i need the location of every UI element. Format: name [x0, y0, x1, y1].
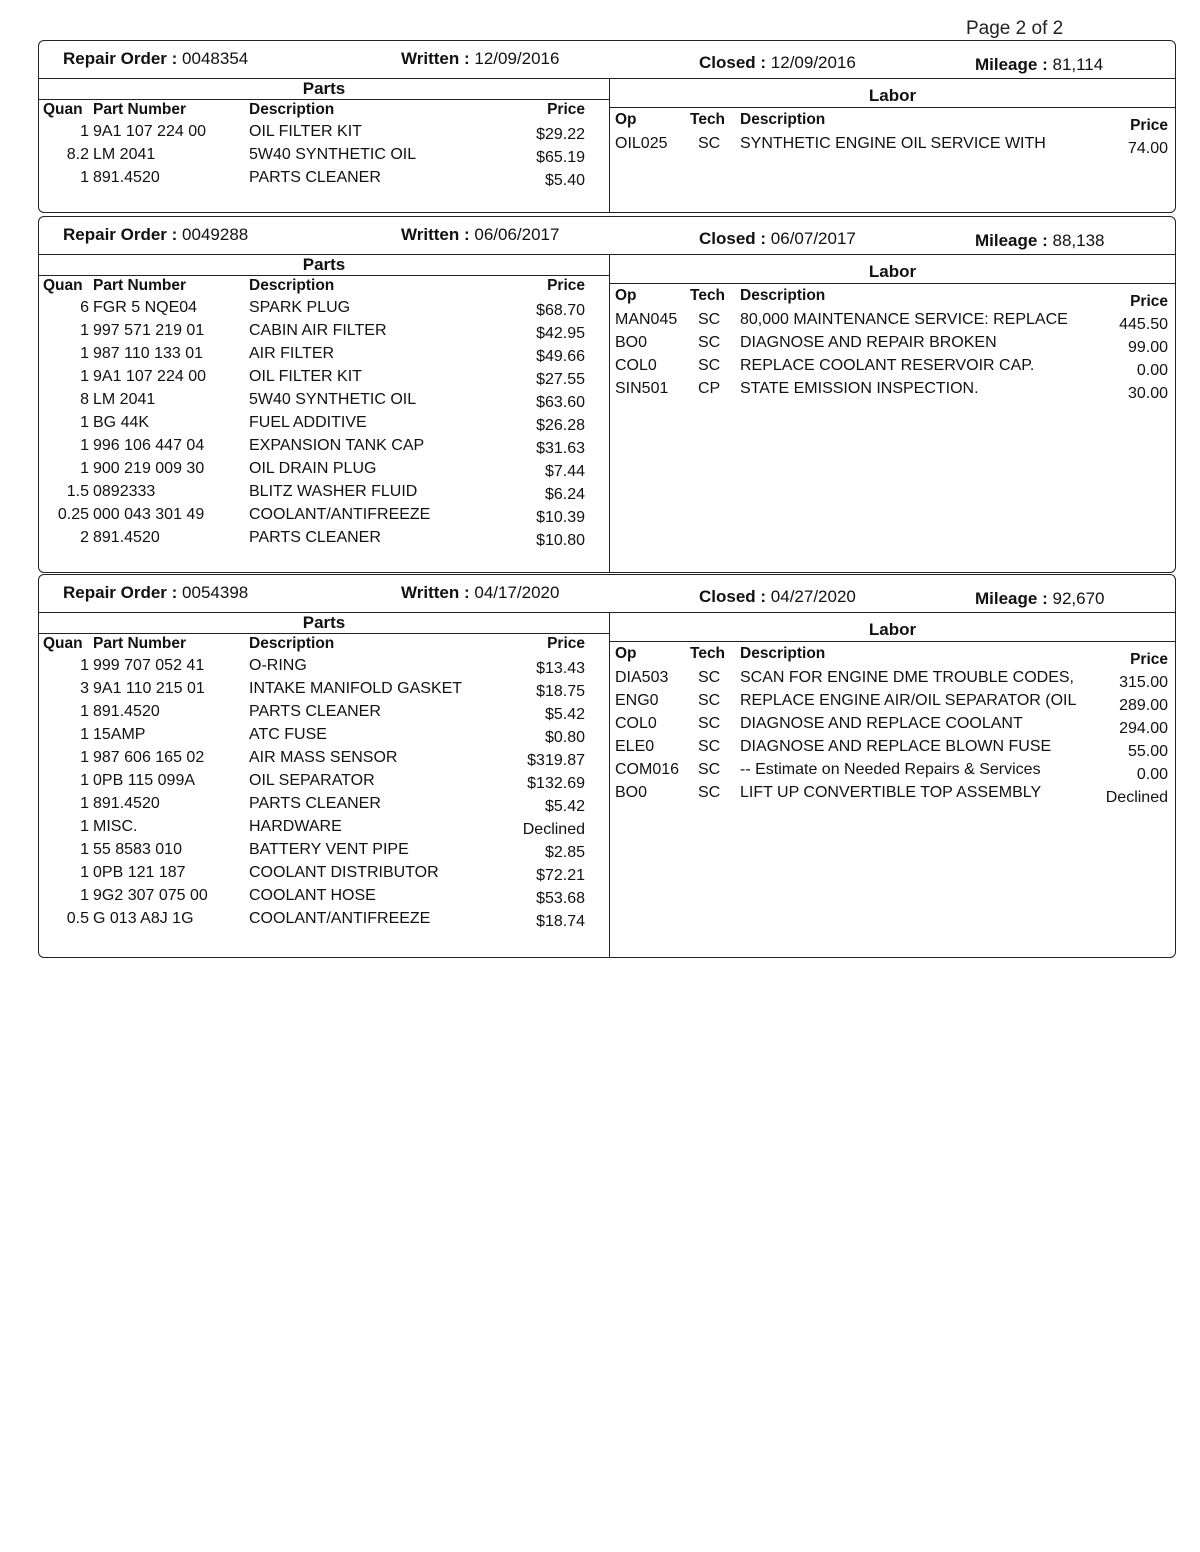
part-description: BATTERY VENT PIPE: [249, 841, 409, 858]
repair-order-value: 0054398: [182, 583, 249, 602]
part-number: 9A1 107 224 00: [93, 368, 206, 385]
written-value: 12/09/2016: [474, 49, 560, 68]
part-price: $6.24: [544, 486, 585, 503]
parts-row: [39, 368, 609, 391]
part-price: $72.21: [536, 867, 585, 884]
parts-row: [39, 345, 609, 368]
parts-row: [39, 529, 609, 552]
parts-row: [39, 864, 609, 887]
written-date: [401, 49, 559, 69]
part-number: 0PB 115 099A: [93, 772, 196, 789]
repair-order-label: Repair Order :: [63, 49, 178, 68]
part-number: 55 8583 010: [93, 841, 182, 858]
part-price: $2.85: [544, 844, 585, 861]
part-quantity: 1: [80, 169, 89, 186]
part-description: PARTS CLEANER: [249, 703, 381, 720]
labor-tech: SC: [698, 669, 721, 686]
part-price: $18.74: [536, 913, 585, 930]
mileage-value: 81,114: [1052, 55, 1104, 74]
parts-row: [39, 299, 609, 322]
part-description: COOLANT/ANTIFREEZE: [249, 910, 431, 927]
labor-description: REPLACE ENGINE AIR/OIL SEPARATOR (OIL: [740, 692, 1077, 709]
part-price: $31.63: [536, 440, 585, 457]
labor-op: OIL025: [615, 135, 668, 152]
description-header: Description: [249, 101, 335, 118]
part-price: $65.19: [536, 149, 585, 166]
part-quantity: 1: [80, 460, 89, 477]
part-price: $0.80: [544, 729, 585, 746]
repair-order-block: [38, 40, 1176, 213]
labor-op: SIN501: [615, 380, 669, 397]
labor-price: 445.50: [1119, 316, 1168, 333]
closed-value: 06/07/2017: [770, 229, 856, 248]
labor-price: 315.00: [1119, 674, 1168, 691]
part-description: PARTS CLEANER: [249, 169, 381, 186]
part-number: 891.4520: [93, 703, 160, 720]
parts-row: [39, 887, 609, 910]
labor-price: 55.00: [1127, 743, 1168, 760]
labor-op: COL0: [615, 715, 657, 732]
part-description: OIL DRAIN PLUG: [249, 460, 377, 477]
repair-order-label: Repair Order :: [63, 225, 178, 244]
part-quantity: 1: [80, 887, 89, 904]
part-price: $10.39: [536, 509, 585, 526]
labor-description: 80,000 MAINTENANCE SERVICE: REPLACE: [740, 311, 1068, 328]
labor-description-header: Description: [740, 287, 826, 304]
labor-description: SCAN FOR ENGINE DME TROUBLE CODES,: [740, 669, 1074, 686]
parts-row: [39, 680, 609, 703]
mileage: [975, 55, 1103, 75]
part-price: $5.40: [544, 172, 585, 189]
repair-order-header: [39, 217, 1175, 255]
part-quantity: 0.25: [57, 506, 89, 523]
labor-row: [610, 135, 1175, 158]
closed-value: 04/27/2020: [770, 587, 856, 606]
part-number: 900 219 009 30: [93, 460, 205, 477]
parts-row: [39, 322, 609, 345]
labor-op: ENG0: [615, 692, 659, 709]
part-number: MISC.: [93, 818, 138, 835]
part-price: $49.66: [536, 348, 585, 365]
written-label: Written :: [401, 225, 470, 244]
part-number: BG 44K: [93, 414, 150, 431]
closed-value: 12/09/2016: [770, 53, 856, 72]
part-description: INTAKE MANIFOLD GASKET: [249, 680, 463, 697]
part-quantity: 1: [80, 123, 89, 140]
part-price: $5.42: [544, 706, 585, 723]
repair-order-label: Repair Order :: [63, 583, 178, 602]
part-price: $42.95: [536, 325, 585, 342]
part-price: $26.28: [536, 417, 585, 434]
part-number-header: Part Number: [93, 101, 187, 118]
repair-order-header: [39, 41, 1175, 79]
labor-description: STATE EMISSION INSPECTION.: [740, 380, 979, 397]
written-label: Written :: [401, 49, 470, 68]
price-header: Price: [547, 101, 585, 118]
part-quantity: 1: [80, 749, 89, 766]
parts-row: [39, 726, 609, 749]
part-number: 996 106 447 04: [93, 437, 205, 454]
labor-price: 0.00: [1136, 766, 1168, 783]
part-description: AIR FILTER: [249, 345, 335, 362]
part-quantity: 8: [80, 391, 89, 408]
labor-price: 30.00: [1127, 385, 1168, 402]
tech-header: Tech: [690, 111, 726, 128]
mileage-label: Mileage :: [975, 55, 1048, 74]
written-value: 04/17/2020: [474, 583, 560, 602]
part-quantity: 1: [80, 703, 89, 720]
part-price: $18.75: [536, 683, 585, 700]
part-price: $29.22: [536, 126, 585, 143]
quan-header: Quan: [43, 277, 83, 294]
labor-description-header: Description: [740, 111, 826, 128]
labor-heading: Labor: [610, 262, 1175, 284]
part-quantity: 1: [80, 437, 89, 454]
part-number: 891.4520: [93, 169, 160, 186]
labor-price: 294.00: [1119, 720, 1168, 737]
labor-op: COL0: [615, 357, 657, 374]
description-header: Description: [249, 277, 335, 294]
op-header: Op: [615, 645, 637, 662]
part-number: 9G2 307 075 00: [93, 887, 208, 904]
closed-date: [699, 53, 856, 73]
part-quantity: 6: [80, 299, 89, 316]
mileage-value: 92,670: [1052, 589, 1105, 608]
part-number: 9A1 107 224 00: [93, 123, 206, 140]
part-number: 891.4520: [93, 795, 160, 812]
part-quantity: 8.2: [66, 146, 89, 163]
part-description: OIL FILTER KIT: [249, 123, 362, 140]
part-description: COOLANT HOSE: [249, 887, 376, 904]
part-quantity: 1: [80, 795, 89, 812]
written-date: [401, 583, 559, 603]
part-quantity: 1: [80, 322, 89, 339]
labor-row: [610, 784, 1175, 807]
mileage: [975, 231, 1104, 251]
parts-row: [39, 414, 609, 437]
part-quantity: 1: [80, 368, 89, 385]
repair-order-number: [63, 583, 248, 603]
parts-row: [39, 749, 609, 772]
repair-order-block: [38, 574, 1176, 958]
labor-tech: SC: [698, 738, 721, 755]
closed-label: Closed :: [699, 53, 767, 72]
part-description: OIL SEPARATOR: [249, 772, 375, 789]
part-description: COOLANT/ANTIFREEZE: [249, 506, 431, 523]
labor-tech: SC: [698, 692, 721, 709]
labor-row: [610, 761, 1175, 784]
closed-label: Closed :: [699, 229, 767, 248]
part-price: $13.43: [536, 660, 585, 677]
labor-description: REPLACE COOLANT RESERVOIR CAP.: [740, 357, 1035, 374]
labor-op: ELE0: [615, 738, 655, 755]
mileage-label: Mileage :: [975, 231, 1048, 250]
part-price: $27.55: [536, 371, 585, 388]
part-number: 0892333: [93, 483, 156, 500]
labor-description: DIAGNOSE AND REPAIR BROKEN: [740, 334, 997, 351]
op-header: Op: [615, 111, 637, 128]
part-number: 999 707 052 41: [93, 657, 205, 674]
part-quantity: 2: [80, 529, 89, 546]
part-price: $63.60: [536, 394, 585, 411]
part-description: OIL FILTER KIT: [249, 368, 362, 385]
part-description: PARTS CLEANER: [249, 795, 381, 812]
parts-column-headers: [39, 635, 609, 655]
part-price: $132.69: [527, 775, 585, 792]
mileage-value: 88,138: [1052, 231, 1105, 250]
description-header: Description: [249, 635, 335, 652]
part-description: HARDWARE: [249, 818, 342, 835]
quan-header: Quan: [43, 101, 83, 118]
part-description: 5W40 SYNTHETIC OIL: [249, 146, 417, 163]
part-description: O-RING: [249, 657, 307, 674]
part-quantity: 1: [80, 772, 89, 789]
labor-tech: SC: [698, 715, 721, 732]
labor-price: Declined: [1105, 789, 1168, 806]
parts-row: [39, 437, 609, 460]
labor-op: DIA503: [615, 669, 669, 686]
labor-price-header: Price: [1130, 651, 1168, 668]
part-number: 987 606 165 02: [93, 749, 205, 766]
labor-tech: SC: [698, 784, 721, 801]
labor-tech: SC: [698, 311, 721, 328]
parts-row: [39, 460, 609, 483]
parts-column-headers: [39, 277, 609, 297]
labor-description: DIAGNOSE AND REPLACE BLOWN FUSE: [740, 738, 1052, 755]
repair-order-body: [39, 255, 1175, 572]
mileage-label: Mileage :: [975, 589, 1048, 608]
part-quantity: 1: [80, 657, 89, 674]
part-description: SPARK PLUG: [249, 299, 351, 316]
parts-row: [39, 841, 609, 864]
part-number: 000 043 301 49: [93, 506, 205, 523]
labor-row: [610, 738, 1175, 761]
written-value: 06/06/2017: [474, 225, 560, 244]
parts-heading: Parts: [39, 255, 609, 276]
part-number: 997 571 219 01: [93, 322, 205, 339]
parts-row: [39, 910, 609, 933]
parts-row: [39, 146, 609, 169]
part-number: G 013 A8J 1G: [93, 910, 194, 927]
part-quantity: 1.5: [66, 483, 89, 500]
parts-row: [39, 795, 609, 818]
labor-heading: Labor: [610, 86, 1175, 108]
labor-row: [610, 669, 1175, 692]
labor-tech: SC: [698, 135, 721, 152]
mileage: [975, 589, 1104, 609]
labor-price: 289.00: [1119, 697, 1168, 714]
repair-order-block: [38, 216, 1176, 573]
labor-description-header: Description: [740, 645, 826, 662]
parts-row: [39, 703, 609, 726]
labor-row: [610, 357, 1175, 380]
labor-price: 0.00: [1136, 362, 1168, 379]
part-description: FUEL ADDITIVE: [249, 414, 367, 431]
closed-label: Closed :: [699, 587, 767, 606]
parts-column-headers: [39, 101, 609, 121]
part-price: $7.44: [544, 463, 585, 480]
part-description: EXPANSION TANK CAP: [249, 437, 425, 454]
labor-tech: CP: [698, 380, 721, 397]
parts-row: [39, 169, 609, 192]
part-quantity: 3: [80, 680, 89, 697]
labor-op: BO0: [615, 784, 648, 801]
labor-column-headers: [610, 645, 1175, 667]
part-quantity: 1: [80, 726, 89, 743]
labor-row: [610, 311, 1175, 334]
part-number: LM 2041: [93, 146, 156, 163]
part-number: FGR 5 NQE04: [93, 299, 198, 316]
tech-header: Tech: [690, 645, 726, 662]
tech-header: Tech: [690, 287, 726, 304]
parts-heading: Parts: [39, 613, 609, 634]
part-quantity: 1: [80, 841, 89, 858]
parts-row: [39, 391, 609, 414]
part-price: $68.70: [536, 302, 585, 319]
repair-order-number: [63, 49, 248, 69]
labor-op: BO0: [615, 334, 648, 351]
repair-order-body: [39, 613, 1175, 957]
repair-order-value: 0048354: [182, 49, 249, 68]
op-header: Op: [615, 287, 637, 304]
part-number: 891.4520: [93, 529, 160, 546]
labor-description: DIAGNOSE AND REPLACE COOLANT: [740, 715, 1023, 732]
parts-heading: Parts: [39, 79, 609, 100]
labor-price-header: Price: [1130, 117, 1168, 134]
labor-price: 99.00: [1127, 339, 1168, 356]
parts-row: [39, 818, 609, 841]
part-description: AIR MASS SENSOR: [249, 749, 398, 766]
part-quantity: 1: [80, 864, 89, 881]
page-number: Page 2 of 2: [966, 18, 1064, 39]
part-price: $10.80: [536, 532, 585, 549]
repair-order-value: 0049288: [182, 225, 249, 244]
part-description: PARTS CLEANER: [249, 529, 381, 546]
parts-row: [39, 657, 609, 680]
labor-tech: SC: [698, 357, 721, 374]
part-number: 987 110 133 01: [93, 345, 204, 362]
labor-row: [610, 334, 1175, 357]
labor-op: MAN045: [615, 311, 678, 328]
repair-order-header: [39, 575, 1175, 613]
part-price: $53.68: [536, 890, 585, 907]
part-price: $319.87: [527, 752, 585, 769]
written-date: [401, 225, 559, 245]
labor-heading: Labor: [610, 620, 1175, 642]
parts-row: [39, 772, 609, 795]
labor-row: [610, 715, 1175, 738]
parts-row: [39, 483, 609, 506]
closed-date: [699, 587, 856, 607]
labor-price: 74.00: [1127, 140, 1168, 157]
part-quantity: 1: [80, 345, 89, 362]
part-price: Declined: [522, 821, 585, 838]
part-description: 5W40 SYNTHETIC OIL: [249, 391, 417, 408]
part-number: 15AMP: [93, 726, 146, 743]
repair-order-number: [63, 225, 248, 245]
labor-description: -- Estimate on Needed Repairs & Services: [740, 761, 1041, 778]
labor-tech: SC: [698, 334, 721, 351]
part-number: 0PB 121 187: [93, 864, 186, 881]
part-number: 9A1 110 215 01: [93, 680, 205, 697]
part-quantity: 0.5: [66, 910, 89, 927]
part-description: BLITZ WASHER FLUID: [249, 483, 418, 500]
part-number-header: Part Number: [93, 277, 187, 294]
labor-description: LIFT UP CONVERTIBLE TOP ASSEMBLY: [740, 784, 1042, 801]
part-price: $5.42: [544, 798, 585, 815]
part-number-header: Part Number: [93, 635, 187, 652]
parts-row: [39, 506, 609, 529]
labor-tech: SC: [698, 761, 721, 778]
part-description: ATC FUSE: [249, 726, 327, 743]
closed-date: [699, 229, 856, 249]
labor-row: [610, 692, 1175, 715]
part-number: LM 2041: [93, 391, 156, 408]
price-header: Price: [547, 635, 585, 652]
parts-row: [39, 123, 609, 146]
part-description: CABIN AIR FILTER: [249, 322, 387, 339]
labor-price-header: Price: [1130, 293, 1168, 310]
labor-row: [610, 380, 1175, 403]
part-quantity: 1: [80, 414, 89, 431]
labor-column-headers: [610, 111, 1175, 133]
labor-column-headers: [610, 287, 1175, 309]
repair-order-body: [39, 79, 1175, 212]
part-quantity: 1: [80, 818, 89, 835]
labor-op: COM016: [615, 761, 680, 778]
quan-header: Quan: [43, 635, 83, 652]
labor-description: SYNTHETIC ENGINE OIL SERVICE WITH: [740, 135, 1046, 152]
part-description: COOLANT DISTRIBUTOR: [249, 864, 439, 881]
price-header: Price: [547, 277, 585, 294]
written-label: Written :: [401, 583, 470, 602]
